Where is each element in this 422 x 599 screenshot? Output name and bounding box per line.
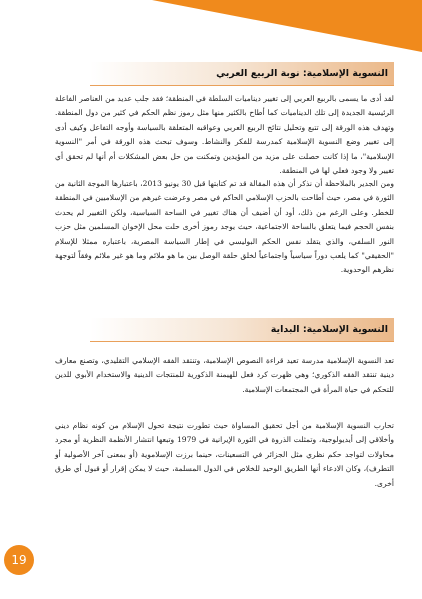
section-title-underline xyxy=(90,341,394,342)
section-title-arab-spring: النسوية الإسلامية: نوبة الربيع العربي xyxy=(90,62,394,85)
paragraph-note: ومن الجدير بالملاحظة أن نذكر أن هذه المقالة قد تم كتابتها قبل 30 يونيو 2013، باعتبارها الموجة الثانية من الثورة في مصر، حيث أطاحت بالحزب الإسلامي الحاكم في مصر وعرضت غيرهم من الإسلاميين في المنطقة للخطر. وعلى الرغم من ذلك، أود أن أضيف أن هناك تغيير في الساحة السياسية، ولكن التغيير لم يحدث بنفس الحجم فيما يتعلق بالساحة الاجتماعية، حيث يوجد رموز أخرى حلت محل الإخوان المسلمين مثل حزب النور السلفي، والذي يتقلد نفس الحكم البوليسي في إطار السياسة المصرية، باعتباره ممثلا للإسلام "الحقيقي" كما يلعب دوراً سياسياً واجتماعياً لخلق حلقة الوصل بين ما هو ملائم وما هو غير ملائم وفقاً لتوجهة نظرهم الوحدوية. xyxy=(55,179,394,275)
section-title-beginning: النسوية الإسلامية: البداية xyxy=(90,318,394,341)
paragraph-history: تحارب النسوية الإسلامية من أجل تحقيق المساواة حيث تطورت نتيجة تحول الإسلام من كونه نظام ديني وأخلاقي إلى أيديولوجية، وتمثلت الذروة في الثورة الإيرانية في 1979 وتبعها انتشار الأنظمة النظرية أو مجرد محاولات لتواجد حكم نظري مثل الجزائر في التسعينات، حينما برزت الإسلاموية (أو بمعنى آخر الأصولية أو التطرف)، وكان الادعاء أنها الطريق الوحيد للخلاص في الدول المسلمة، حيث لا يمكن إقرار أو قبول أي طرق أخرى. xyxy=(55,421,394,488)
section-title-underline xyxy=(90,85,394,86)
paragraph-definition: تعد النسوية الإسلامية مدرسة تعيد قراءة النصوص الإسلامية، وتنتقد الفقه الإسلامي التقليدي، وتصنع معارف دينية تنتقد الفقه الذكوري؛ وهي ظهرت كرد فعل للهيمنة الذكورية للمنتجات الدينية والاستخدام الأبوي للدين للتحكم في حياة المرأة في المجتمعات الإسلامية. xyxy=(55,356,394,394)
page-number: 19 xyxy=(11,553,27,567)
paragraph-intro: لقد أدى ما يسمى بالربيع العربي إلى تغيير ديناميات السلطة في المنطقة؛ فقد جلب عديد من العناصر الفاعلة الرئيسية الجديدة إلى تلك الديناميات كما أطاح بالكثير منها مثل رموز نظم الحكم في كثير من دول المنطقة. وتهدف هذه الورقة إلى تتبع وتحليل نتائج الربيع العربي وعواقبه المتعلقة بالسياسة وأوجه التفاعل وكيف أدى إلى تغيير وضع النسوية الإسلامية كمدرسة للفكر والنشاط. وسوف تبحث هذه الورقة في أمر "النسوية الإسلامية"، ما إذا كانت حصلت على مزيد من المؤيدين وتمكنت من حل بعض المشكلات أم أنها لم تحقق أي تغيير ولا وجود فعلي لها في المنطقة. xyxy=(55,94,394,176)
page-number-badge xyxy=(4,545,34,575)
